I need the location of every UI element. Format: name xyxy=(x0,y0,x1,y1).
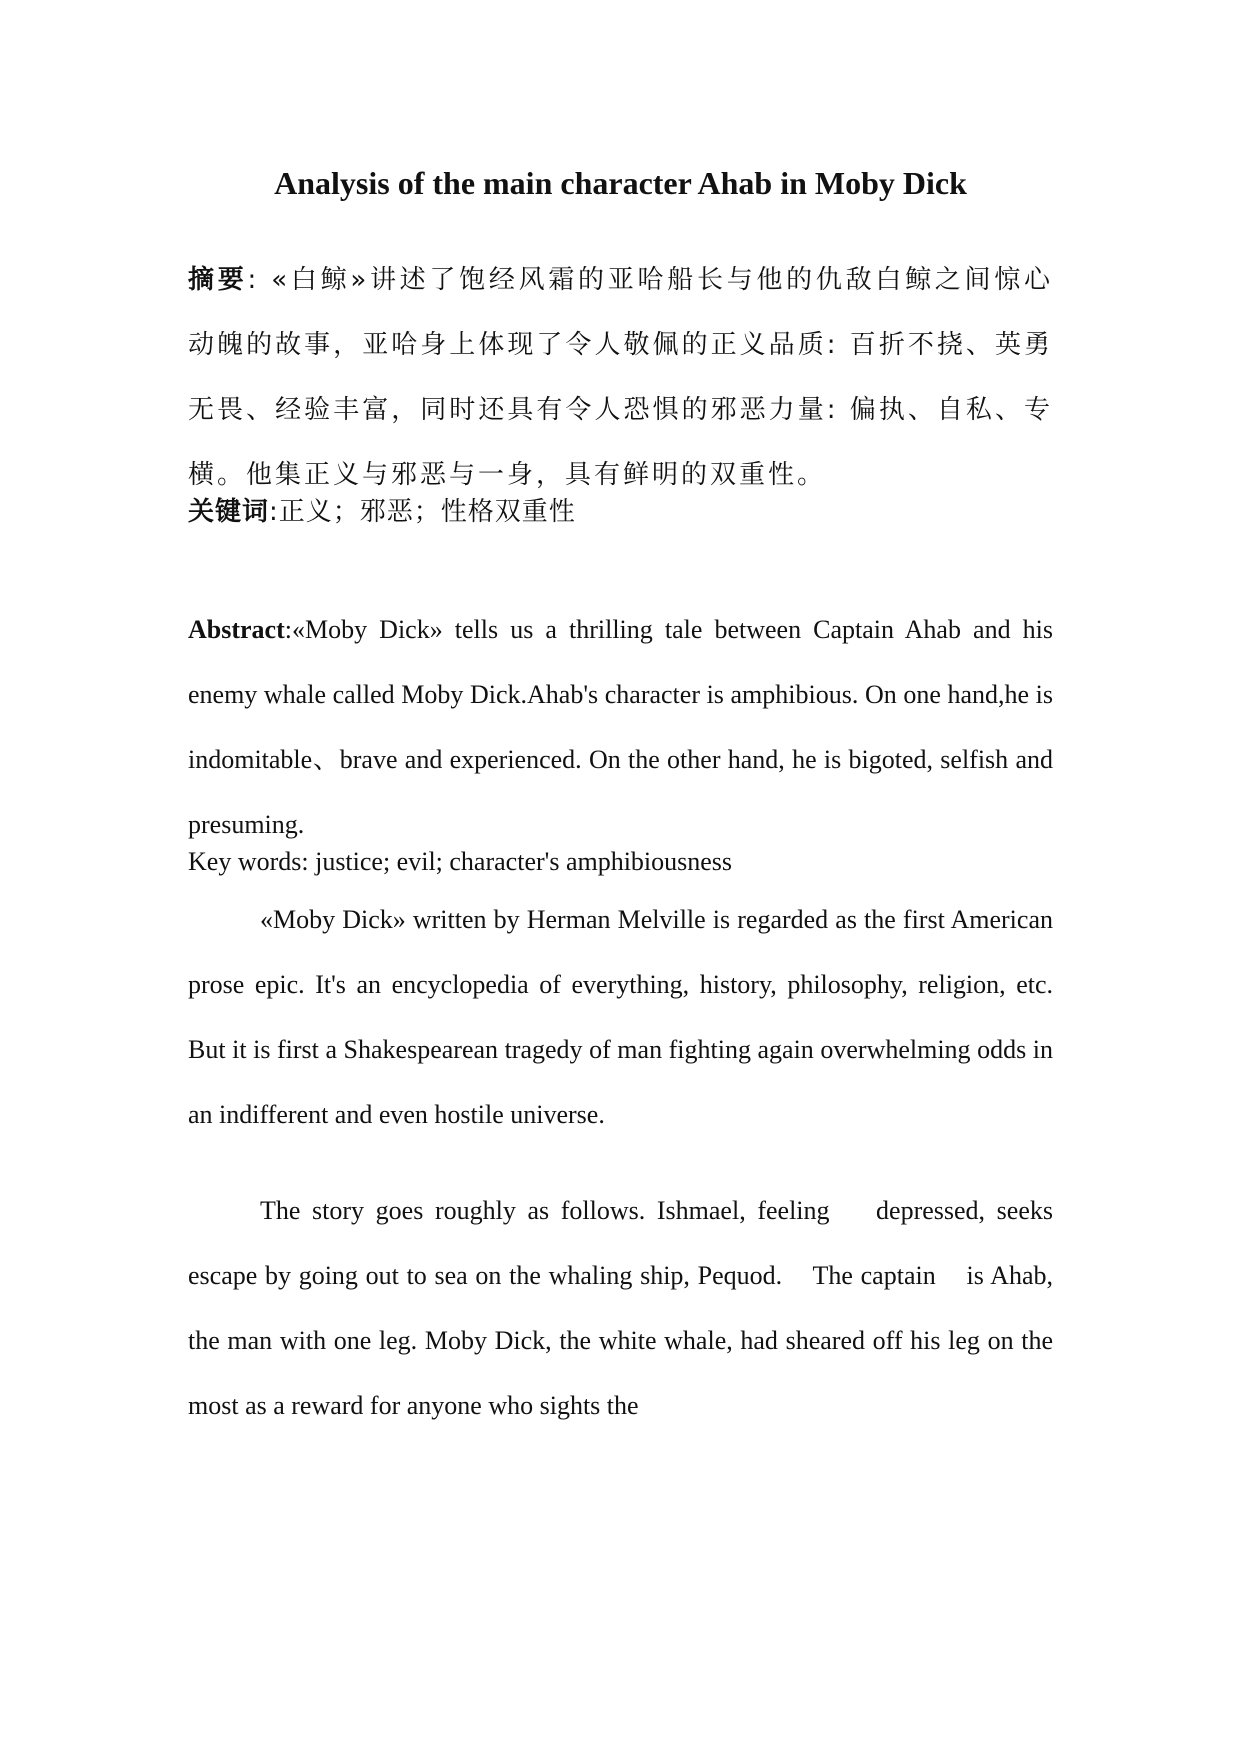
chinese-keywords-text: :正义；邪恶；性格双重性 xyxy=(269,497,576,527)
chinese-abstract-label: 摘要 xyxy=(188,265,248,295)
chinese-abstract xyxy=(188,248,1053,508)
english-abstract-text: :«Moby Dick» tells us a thrilling tale between Captain Ahab and his enemy whale called Moby Dick.Ahab's character is amphibious. On one hand,he is indomitable、brave and experienced. On the other hand, he is bigoted, selfish and presuming. xyxy=(188,615,1053,839)
chinese-keywords xyxy=(188,480,1053,545)
english-keywords: Key words: justice; evil; character's amphibiousness xyxy=(188,847,733,876)
english-abstract xyxy=(188,597,1053,857)
chinese-abstract-text: : «白鲸»讲述了饱经风霜的亚哈船长与他的仇敌白鲸之间惊心动魄的故事，亚哈身上体现了令人敬佩的正义品质: 百折不挠、英勇无畏、经验丰富，同时还具有令人恐惧的邪恶力量: 偏执、自私、专横。他集正义与邪恶与一身，具有鲜明的双重性。 xyxy=(188,265,1053,490)
body-paragraph: «Moby Dick» written by Herman Melville is regarded as the first American prose epic. It's an encyclopedia of everything, history, philosophy, religion, etc. But it is first a Shakespearean tragedy of man fighting again overwhelming odds in an indifferent and even hostile universe. xyxy=(188,905,1053,1129)
document-page xyxy=(188,0,1060,1754)
body-paragraph: The story goes roughly as follows. Ishmael, feeling depressed, seeks escape by going out to sea on the whaling ship, Pequod. The captain is Ahab, the man with one leg. Moby Dick, the white whale, had sheared off his leg on the most as a reward for anyone who sights the xyxy=(188,1196,1060,1420)
english-abstract-label: Abstract xyxy=(188,615,285,644)
chinese-keywords-label: 关键词 xyxy=(188,497,270,527)
document-title: Analysis of the main character Ahab in Moby Dick xyxy=(274,165,967,201)
